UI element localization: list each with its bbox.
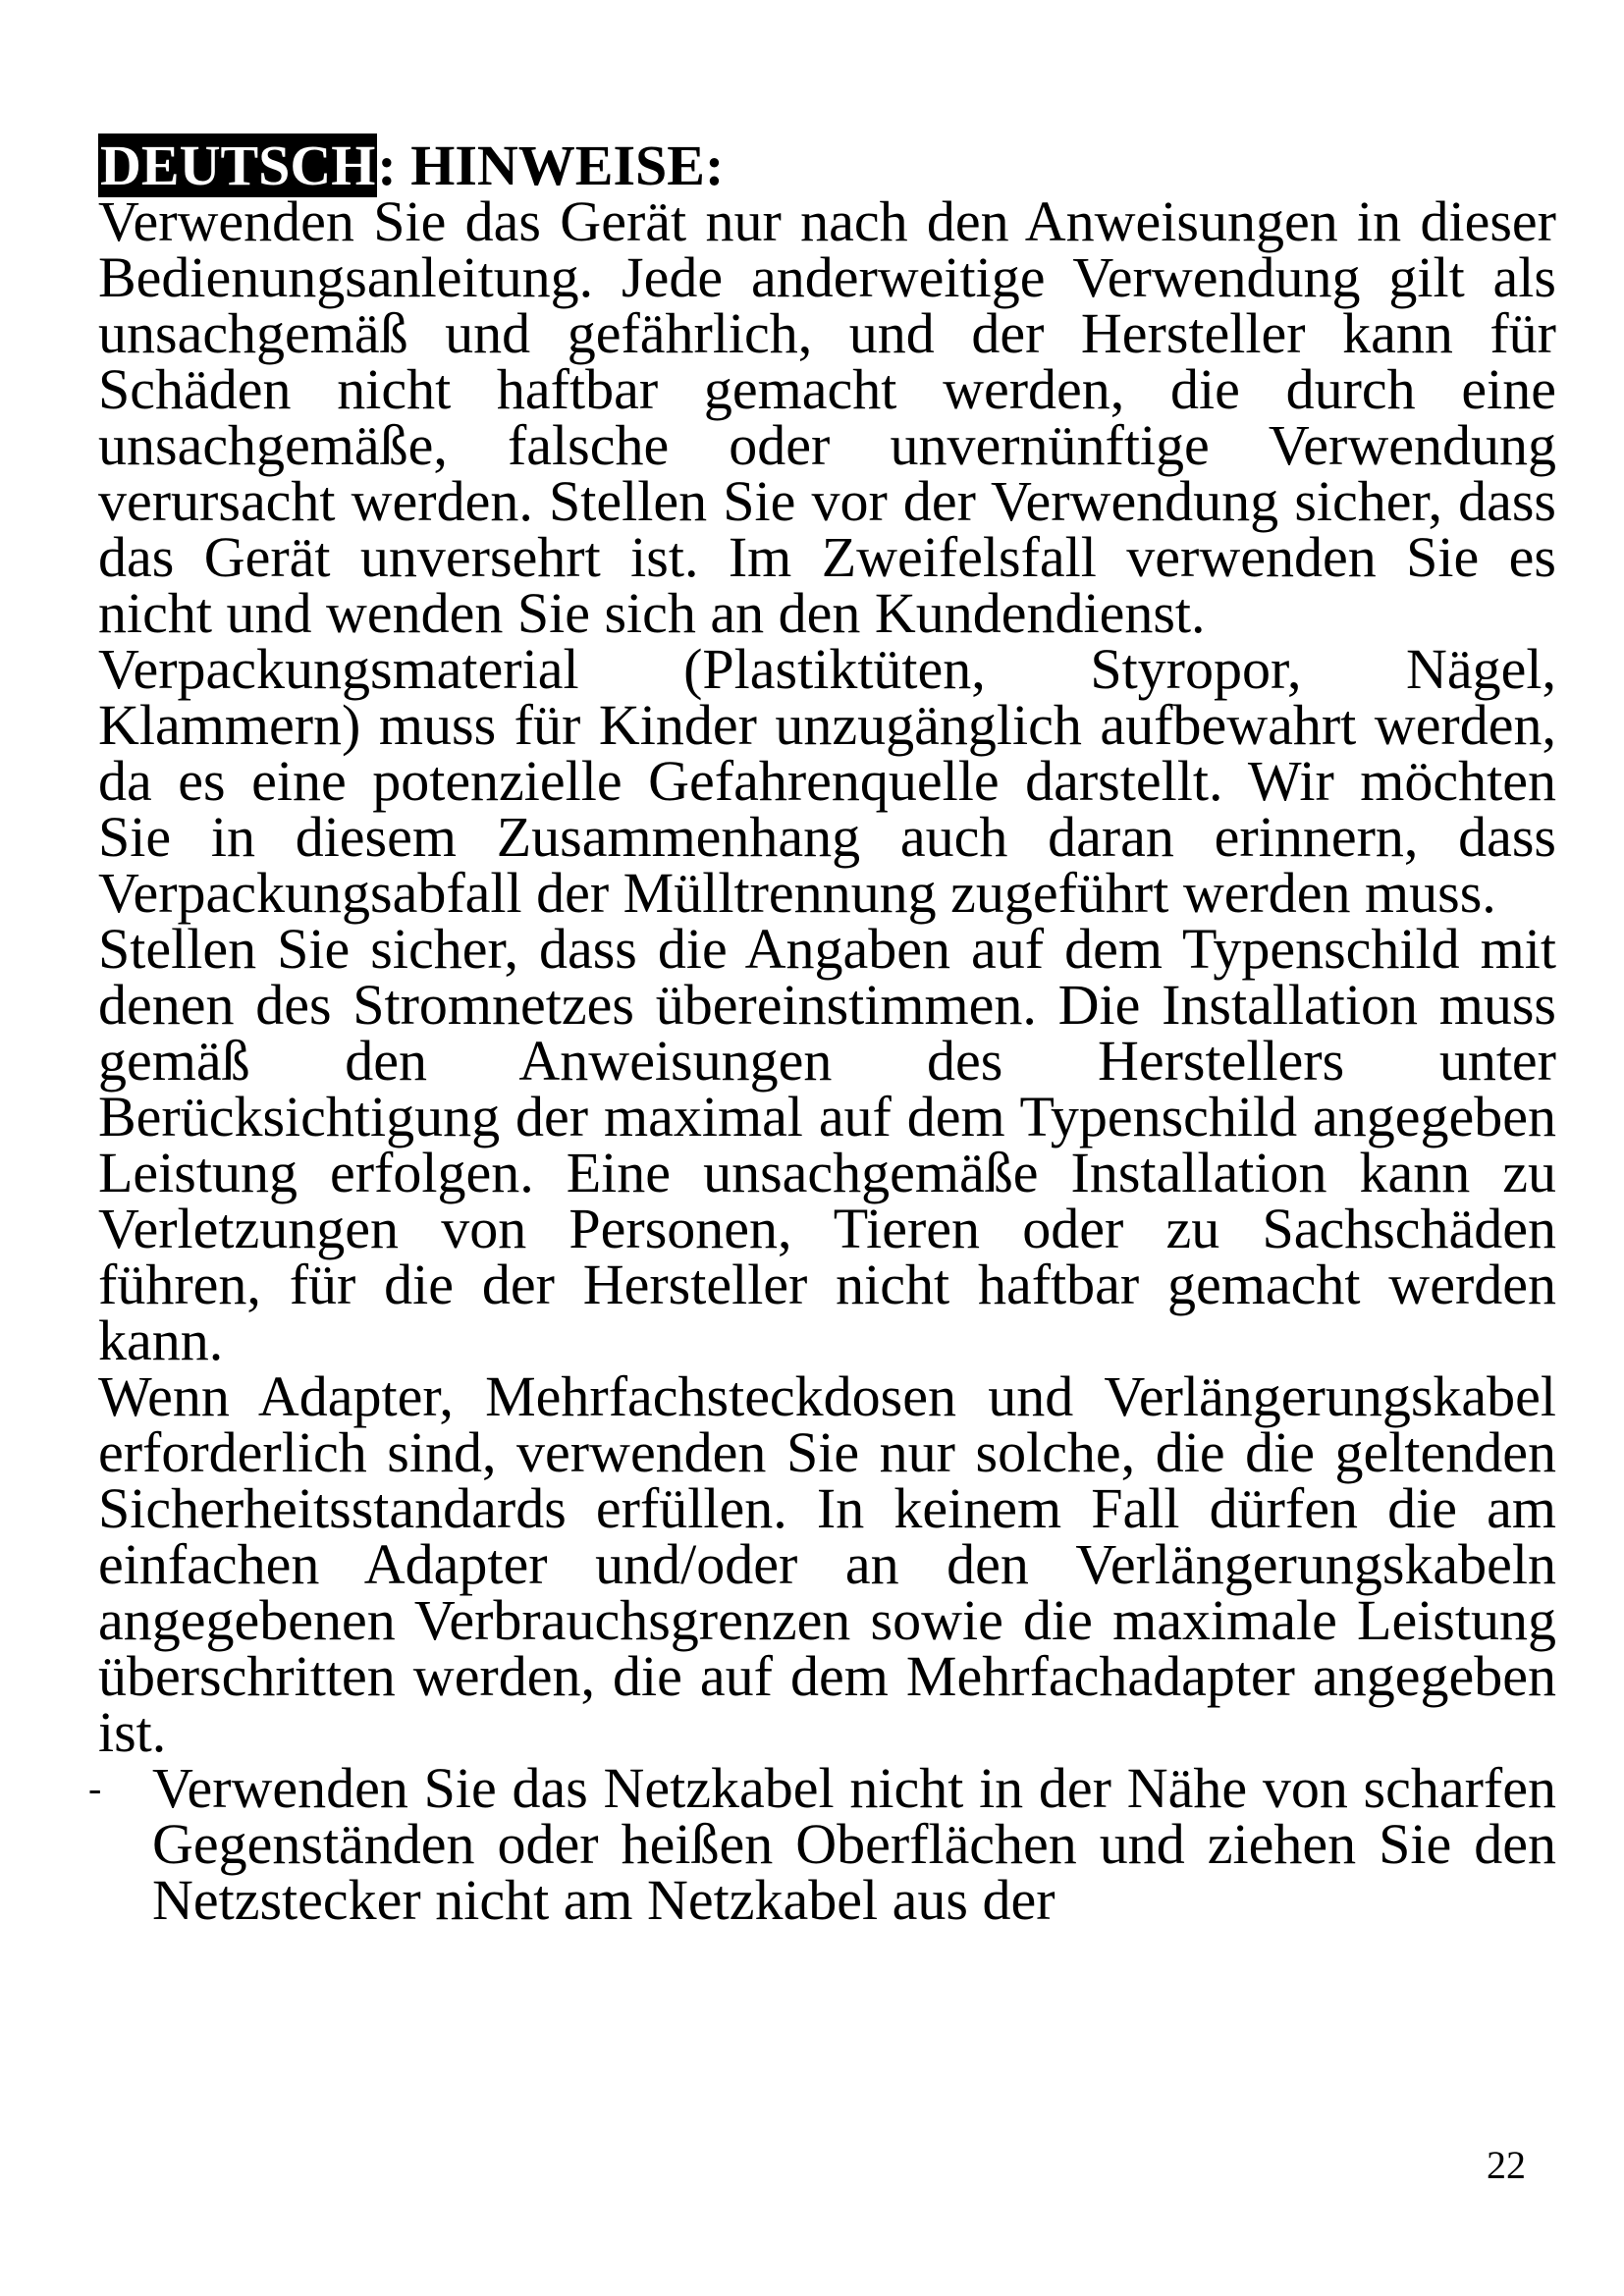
page-number: 22	[1487, 2143, 1526, 2187]
paragraph-packaging: Verpackungsmaterial (Plastiktüten, Styropor, Nägel, Klammern) muss für Kinder unzugänglich aufbewahrt werden, da es eine potenzielle Gefahrenquelle darstellt. Wir möchten Sie in diesem Zusammenhang auch daran erinnern, dass Verpackungsabfall der Mülltrennung zugeführt werden muss.	[98, 637, 1556, 925]
bullet-item-power-cord	[88, 1756, 1556, 1932]
paragraph-installation: Stellen Sie sicher, dass die Angaben auf dem Typenschild mit denen des Stromnetzes übereinstimmen. Die Installation muss gemäß den Anweisungen des Herstellers unter Berücksichtigung der maximal auf dem Typenschild angegeben Leistung erfolgen. Eine unsachgemäße Installation kann zu Verletzungen von Personen, Tieren oder zu Sachschäden führen, für die der Hersteller nicht haftbar gemacht werden kann.	[98, 917, 1556, 1372]
paragraph-usage: Verwenden Sie das Gerät nur nach den Anweisungen in dieser Bedienungsanleitung. Jede anderweitige Verwendung gilt als unsachgemäß und gefährlich, und der Hersteller kann für Schäden nicht haftbar gemacht werden, die durch eine unsachgemäße, falsche oder unvernünftige Verwendung verursacht werden. Stellen Sie vor der Verwendung sicher, dass das Gerät unversehrt ist. Im Zweifelsfall verwenden Sie es nicht und wenden Sie sich an den Kundendienst.	[98, 189, 1556, 645]
heading-title: : HINWEISE:	[377, 133, 725, 197]
bullet-marker: -	[88, 1766, 102, 1810]
language-label: DEUTSCH	[100, 133, 376, 197]
section-heading	[98, 133, 1556, 197]
page-content	[88, 133, 1556, 1932]
paragraph-adapters: Wenn Adapter, Mehrfachsteckdosen und Verlängerungskabel erforderlich sind, verwenden Sie nur solche, die die geltenden Sicherheitsstandards erfüllen. In keinem Fall dürfen die am einfachen Adapter und/oder an den Verlängerungskabeln angegebenen Verbrauchsgrenzen sowie die maximale Leistung überschritten werden, die auf dem Mehrfachadapter angegeben ist.	[98, 1364, 1556, 1764]
bullet-text: Verwenden Sie das Netzkabel nicht in der Nähe von scharfen Gegenständen oder heißen Oberflächen und ziehen Sie den Netzstecker nicht am Netzkabel aus der	[152, 1756, 1556, 1932]
